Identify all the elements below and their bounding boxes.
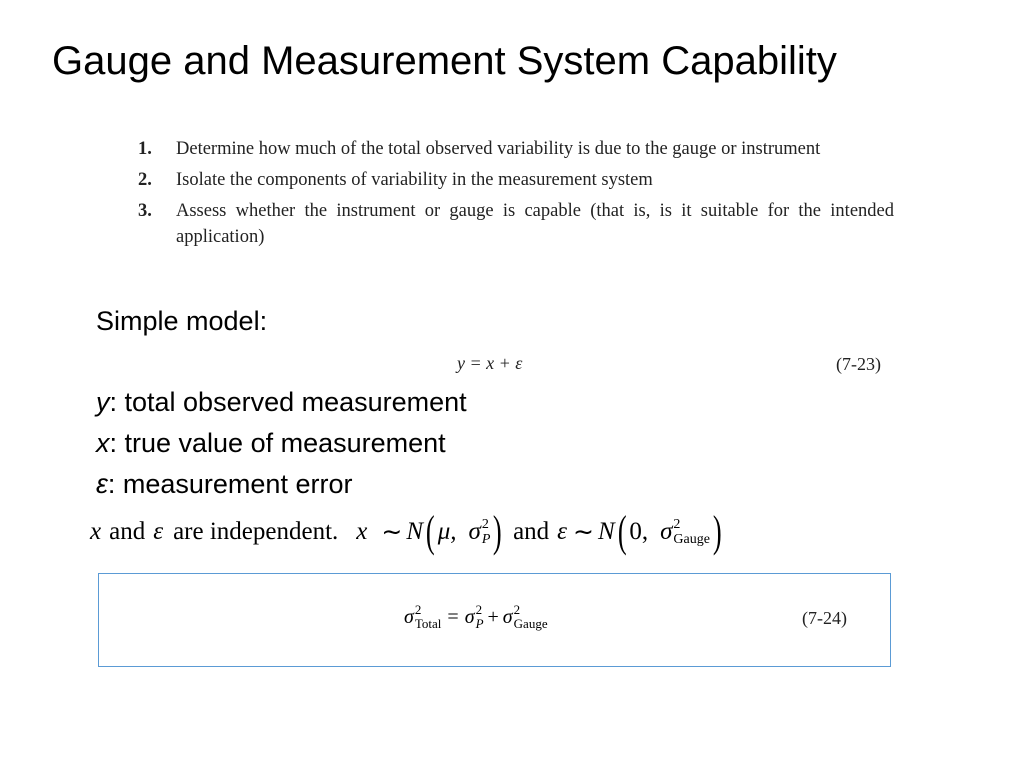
zero-value: 0,: [629, 518, 649, 545]
normal-symbol: N: [597, 518, 615, 545]
definition-x: [96, 428, 446, 459]
left-paren: (: [425, 507, 435, 556]
independence-statement: [90, 508, 725, 556]
definition-y: [96, 387, 467, 418]
superscript: 2: [475, 602, 483, 617]
list-item: [138, 167, 894, 193]
symbol-epsilon: ε: [557, 518, 568, 545]
equals-sign: =: [447, 605, 459, 628]
tilde-symbol: ∼: [381, 519, 403, 546]
list-item-text: Determine how much of the total observed variability is due to the gauge or instrument: [176, 139, 821, 159]
superscript: 2: [513, 602, 521, 617]
symbol-x: x: [356, 518, 368, 545]
plus-sign: +: [487, 605, 499, 628]
symbol-sigma: σ: [464, 605, 475, 628]
word-and: and: [513, 518, 550, 545]
tilde-symbol: ∼: [573, 519, 594, 546]
word-and: and: [109, 518, 146, 545]
definition-symbol: x: [96, 428, 110, 458]
list-item-text: Isolate the components of variability in the measurement system: [176, 170, 653, 190]
symbol-epsilon: ε: [153, 518, 164, 545]
variance-equation-box: [98, 573, 891, 667]
definition-symbol: ε: [96, 469, 108, 499]
left-paren: (: [617, 507, 627, 556]
superscript: 2: [673, 517, 681, 532]
model-equation-number: (7-23): [836, 354, 881, 374]
variance-equation: [404, 603, 548, 631]
definition-text: : true value of measurement: [109, 428, 446, 458]
slide-title: Gauge and Measurement System Capability: [52, 39, 837, 83]
subscript-total: Total: [414, 616, 442, 631]
symbol-x: x: [90, 518, 102, 545]
definition-epsilon: [96, 469, 352, 500]
symbol-mu: μ,: [437, 518, 457, 545]
variance-equation-number: (7-24): [802, 608, 847, 628]
list-item-number: 3.: [138, 201, 152, 221]
subscript-gauge: Gauge: [513, 616, 548, 631]
normal-symbol: N: [406, 518, 424, 545]
definition-text: : total observed measurement: [109, 387, 467, 417]
list-item: [138, 198, 894, 250]
independence-text: are independent.: [173, 518, 339, 545]
model-equation: y = x + ε: [457, 353, 523, 373]
superscript: 2: [414, 602, 422, 617]
list-item-text: Assess whether the instrument or gauge is capable (that is, is it suitable for the intended application): [176, 201, 894, 247]
subscript-gauge: Gauge: [673, 532, 710, 547]
definition-symbol: y: [96, 387, 110, 417]
subscript-p: P: [481, 532, 491, 547]
symbol-sigma: σ: [660, 518, 673, 545]
right-paren: ): [493, 507, 503, 556]
symbol-sigma: σ: [404, 605, 414, 628]
list-item-number: 2.: [138, 170, 152, 190]
superscript: 2: [481, 517, 489, 532]
symbol-sigma: σ: [468, 518, 481, 545]
objectives-list: [138, 136, 894, 255]
symbol-sigma: σ: [502, 605, 513, 628]
list-item: [138, 136, 894, 162]
subscript-p: P: [475, 616, 484, 631]
definition-text: : measurement error: [107, 469, 353, 499]
list-item-number: 1.: [138, 139, 152, 159]
right-paren: ): [712, 507, 722, 556]
simple-model-label: Simple model:: [96, 306, 268, 336]
